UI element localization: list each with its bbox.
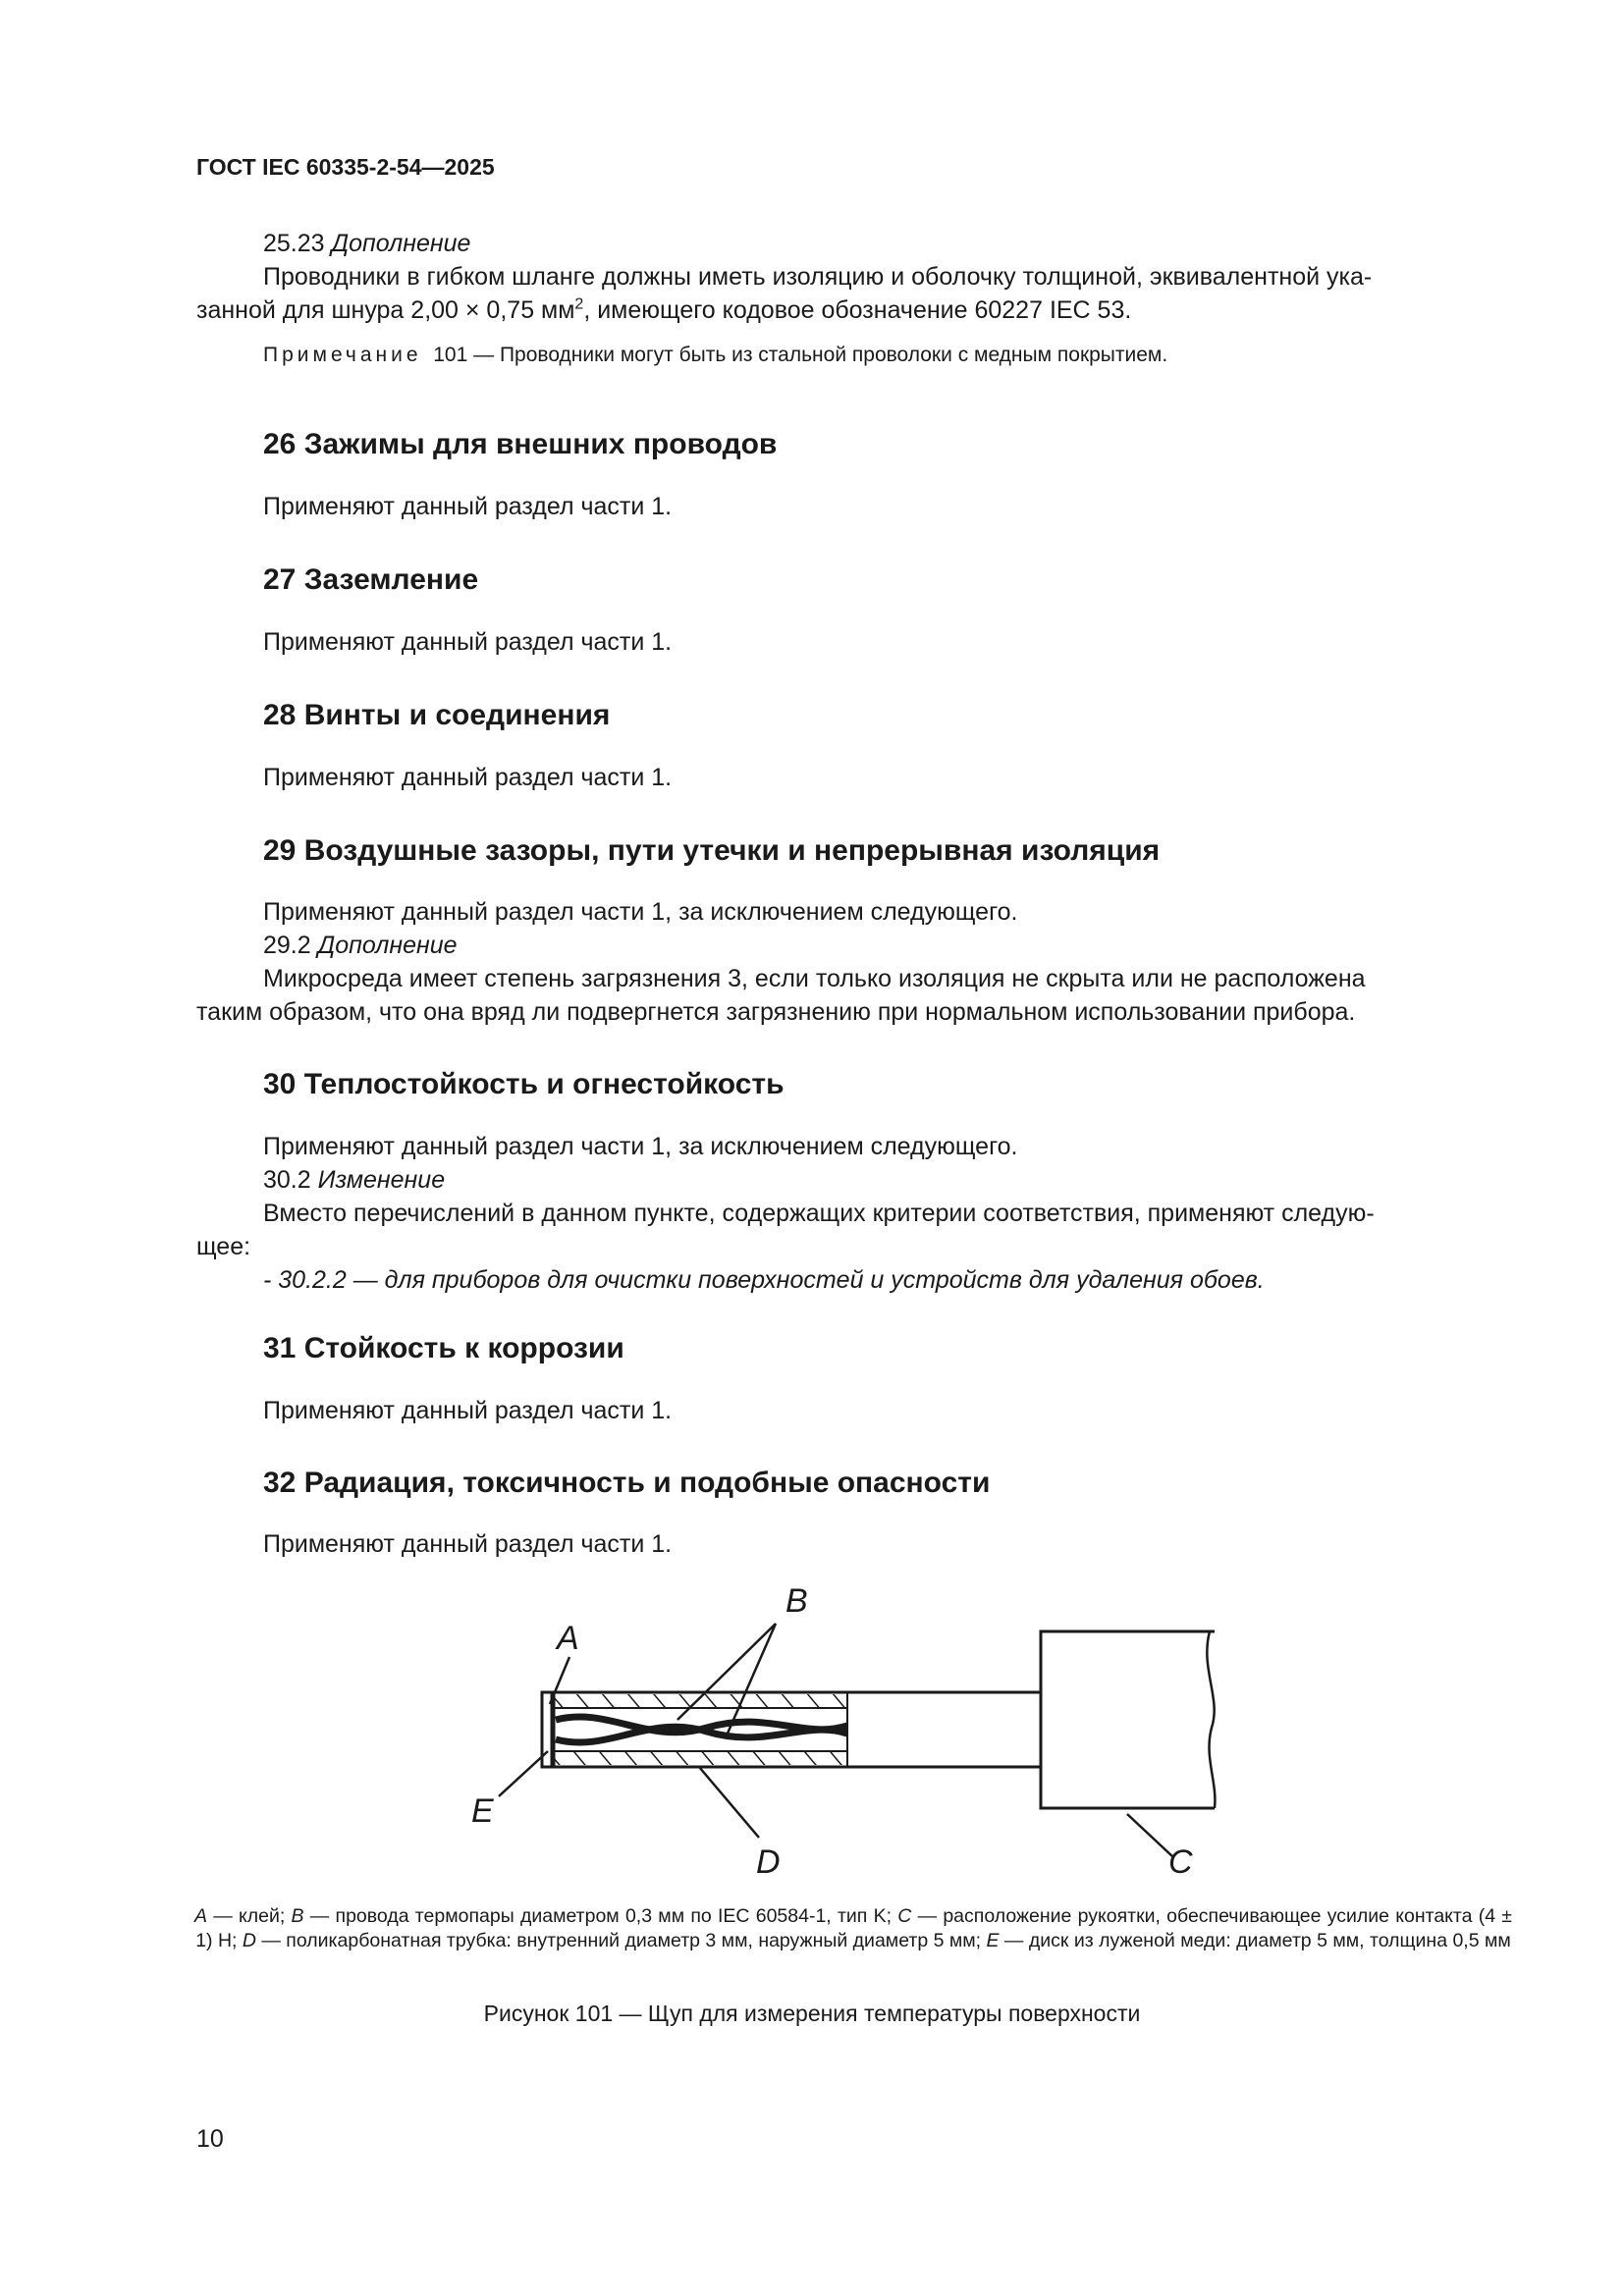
note-text: 101 — Проводники могут быть из стальной проволоки с медным покрытием. <box>433 344 1168 366</box>
clause-25-23-text-line1: Проводники в гибком шланге должны иметь изоляцию и оболочку толщиной, эквивалентной ука- <box>263 263 1373 291</box>
section-29-heading: 29 Воздушные зазоры, пути утечки и непрерывная изоляция <box>263 834 1161 867</box>
page-number: 10 <box>196 2125 224 2153</box>
figure-caption: Рисунок 101 — Щуп для измерения температуры поверхности <box>483 2001 1141 2026</box>
clause-number: 29.2 <box>263 932 311 959</box>
section-29-text: Применяют данный раздел части 1, за исключением следующего. <box>263 898 1018 926</box>
document-header: ГОСТ IEC 60335-2-54—2025 <box>196 154 495 180</box>
legend-text: — диск из луженой меди: диаметр 5 мм, толщина 0,5 мм <box>999 1930 1511 1951</box>
figure-legend <box>194 1904 1512 1953</box>
legend-key: C <box>897 1905 912 1927</box>
label-d: D <box>756 1843 781 1881</box>
leader-c <box>1127 1814 1173 1857</box>
leader-e <box>499 1751 548 1796</box>
section-30-text: Применяют данный раздел части 1, за исключением следующего. <box>263 1133 1018 1160</box>
legend-key: D <box>242 1930 256 1951</box>
clause-30-2-text-line2: щее: <box>196 1233 251 1260</box>
clause-29-2-text-line2: таким образом, что она вряд ли подвергнется загрязнению при нормальном использовании прибора. <box>196 998 1356 1026</box>
note-label: Примечание <box>263 344 422 366</box>
label-e: E <box>471 1792 494 1830</box>
thermocouple-wire-2 <box>556 1727 847 1742</box>
label-b: B <box>785 1582 808 1620</box>
text-fragment: , имеющего кодовое обозначение 60227 IEC 53. <box>583 296 1132 324</box>
section-31-heading: 31 Стойкость к коррозии <box>263 1332 624 1364</box>
label-a: A <box>557 1620 579 1657</box>
clause-type: Дополнение <box>331 230 471 257</box>
legend-text: — расположение рукоятки, обеспечивающее усилие контакта (4 ± 1) Н; <box>195 1905 1513 1951</box>
label-c: C <box>1168 1843 1193 1881</box>
legend-key: E <box>986 1930 1000 1951</box>
section-27-text: Применяют данный раздел части 1. <box>263 628 673 656</box>
superscript: 2 <box>574 295 584 313</box>
legend-key: B <box>291 1905 304 1927</box>
legend-key: A <box>194 1905 208 1927</box>
handle-outline <box>1041 1631 1215 1808</box>
section-27-heading: 27 Заземление <box>263 563 479 596</box>
section-28-text: Применяют данный раздел части 1. <box>263 764 673 791</box>
section-31-text: Применяют данный раздел части 1. <box>263 1397 673 1424</box>
legend-text: — клей; <box>207 1905 292 1927</box>
clause-29-2-text-line1: Микросреда имеет степень загрязнения 3, если только изоляция не скрыта или не расположена <box>263 965 1366 992</box>
section-26-heading: 26 Зажимы для внешних проводов <box>263 428 778 460</box>
clause-30-2-list-item: - 30.2.2 — для приборов для очистки поверхностей и устройств для удаления обоев. <box>263 1266 1265 1294</box>
section-28-heading: 28 Винты и соединения <box>263 699 611 731</box>
legend-text: — поликарбонатная трубка: внутренний диаметр 3 мм, наружный диаметр 5 мм; <box>255 1930 987 1951</box>
clause-type: Изменение <box>317 1166 446 1194</box>
leader-d <box>699 1767 759 1838</box>
legend-text: — провода термопары диаметром 0,3 мм по IEC 60584-1, тип K; <box>303 1905 898 1927</box>
text-fragment: занной для шнура 2,00 × 0,75 мм <box>196 296 575 324</box>
section-26-text: Применяют данный раздел части 1. <box>263 493 673 520</box>
section-30-heading: 30 Теплостойкость и огнестойкость <box>263 1068 785 1100</box>
clause-30-2-text-line1: Вместо перечислений в данном пункте, содержащих критерии соответствия, применяют следую- <box>263 1200 1375 1227</box>
section-32-heading: 32 Радиация, токсичность и подобные опасности <box>263 1467 991 1499</box>
section-32-text: Применяют данный раздел части 1. <box>263 1530 673 1558</box>
clause-number: 25.23 <box>263 230 325 257</box>
clause-number: 30.2 <box>263 1166 311 1194</box>
handle-break-line <box>1207 1631 1215 1808</box>
clause-type: Дополнение <box>317 932 458 959</box>
tube-wall-bottom <box>553 1751 847 1765</box>
